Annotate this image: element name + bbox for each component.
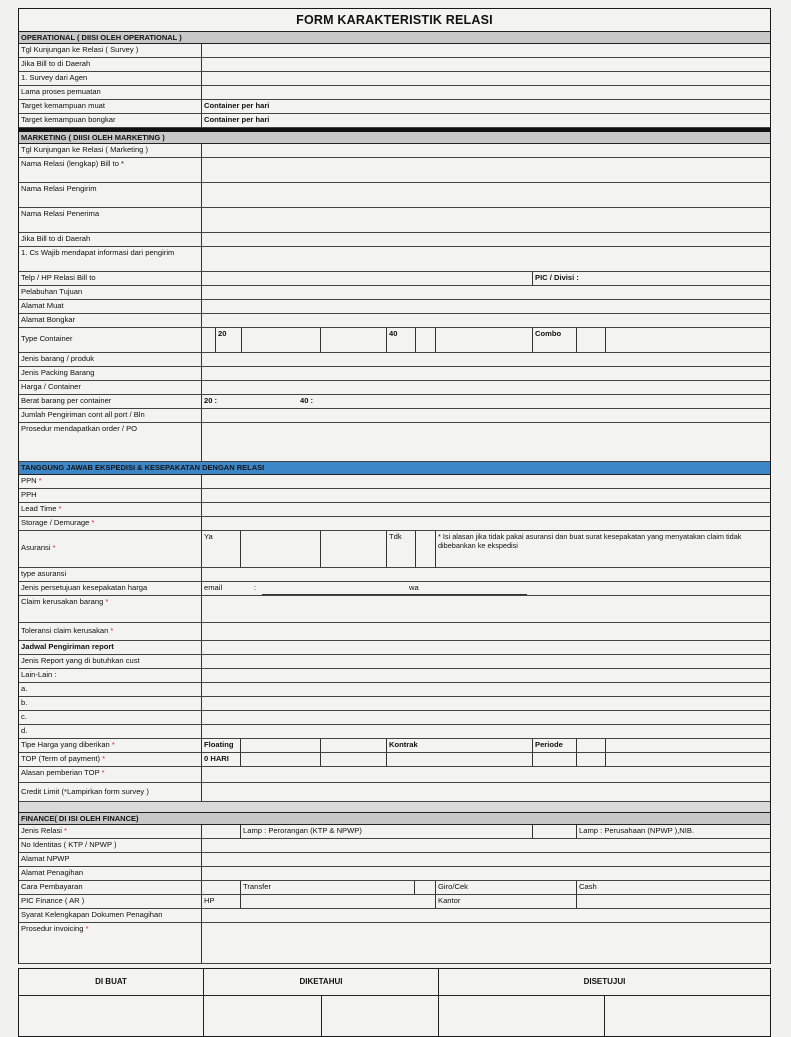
field-label: Alamat Penagihan — [19, 867, 202, 880]
form-row — [19, 825, 770, 839]
form-row — [19, 409, 770, 423]
field-label: Jenis Packing Barang — [19, 367, 202, 380]
field-input[interactable] — [202, 300, 770, 313]
periode-label: Periode — [533, 739, 577, 752]
field-input[interactable] — [202, 247, 770, 271]
field-input[interactable] — [202, 623, 770, 640]
form-row — [19, 839, 770, 853]
form-row — [19, 596, 770, 623]
transfer-label: Transfer — [241, 881, 415, 894]
hp-input[interactable] — [241, 895, 436, 908]
form-row — [19, 144, 770, 158]
form-row — [19, 568, 770, 582]
dibuat-signature-box[interactable] — [19, 996, 204, 1036]
container-40-input[interactable] — [416, 328, 436, 352]
field-label: Jenis Report yang di butuhkan cust — [19, 655, 202, 668]
field-input[interactable] — [202, 58, 770, 71]
field-input[interactable] — [202, 100, 770, 113]
field-input[interactable] — [202, 409, 770, 422]
giro-input[interactable] — [415, 881, 436, 894]
asuransi-ya-input[interactable] — [241, 531, 321, 567]
diketahui-signature-box-2[interactable] — [322, 996, 439, 1036]
field-label: Jenis persetujuan kesepakatan harga — [19, 582, 202, 595]
field-label: Claim kerusakan barang * — [19, 596, 202, 622]
giro-label: Giro/Cek — [436, 881, 577, 894]
field-label: Cara Pembayaran — [19, 881, 202, 894]
form-row — [19, 395, 770, 409]
field-input[interactable] — [202, 669, 770, 682]
floating-label: Floating — [202, 739, 241, 752]
form-row — [19, 381, 770, 395]
field-input[interactable] — [202, 641, 770, 654]
section-divider — [19, 802, 770, 813]
form-row — [19, 44, 770, 58]
container-combo-input[interactable] — [577, 328, 606, 352]
field-input[interactable] — [202, 381, 770, 394]
lamp-perorangan-label: Lamp : Perorangan (KTP & NPWP) — [241, 825, 533, 838]
asuransi-ya-label: Ya — [202, 531, 241, 567]
marketing-section-header: MARKETING ( DIISI OLEH MARKETING ) — [19, 128, 770, 144]
field-label: Target kemampuan bongkar — [19, 114, 202, 127]
field-label: TOP (Term of payment) * — [19, 753, 202, 766]
field-label: Pelabuhan Tujuan — [19, 286, 202, 299]
form-row — [19, 867, 770, 881]
field-label: Syarat Kelengkapan Dokumen Penagihan — [19, 909, 202, 922]
container-20-label: 20 — [216, 328, 242, 352]
field-label: Lama proses pemuatan — [19, 86, 202, 99]
field-input[interactable] — [202, 711, 770, 724]
form-row — [19, 582, 770, 596]
form-row — [19, 517, 770, 531]
form-row — [19, 923, 770, 964]
field-label: Lain-Lain : — [19, 669, 202, 682]
form-row — [19, 353, 770, 367]
container-20-input[interactable] — [242, 328, 321, 352]
form-row — [19, 697, 770, 711]
field-input[interactable] — [202, 367, 770, 380]
field-label: PPN * — [19, 475, 202, 488]
perorangan-input[interactable] — [202, 825, 241, 838]
form-row — [19, 328, 770, 353]
form-row — [19, 72, 770, 86]
dibuat-header: DI BUAT — [19, 969, 204, 995]
field-input[interactable] — [202, 783, 770, 801]
field-label: Jenis Relasi * — [19, 825, 202, 838]
field-label: Toleransi claim kerusakan * — [19, 623, 202, 640]
unit-label: Container per hari — [204, 115, 270, 124]
field-label: Jika Bill to di Daerah — [19, 58, 202, 71]
finance-section-header: FINANCE( DI ISI OLEH FINANCE) — [19, 813, 770, 825]
field-input[interactable] — [202, 86, 770, 99]
field-input[interactable] — [202, 853, 770, 866]
field-label: Jika Bill to di Daerah — [19, 233, 202, 246]
field-label: b. — [19, 697, 202, 710]
field-input[interactable] — [202, 114, 770, 127]
diketahui-signature-box-1[interactable] — [204, 996, 322, 1036]
form-row — [19, 475, 770, 489]
transfer-input[interactable] — [202, 881, 241, 894]
hp-label: HP — [202, 895, 241, 908]
field-label: Alamat Bongkar — [19, 314, 202, 327]
field-label: Prosedur invoicing * — [19, 923, 202, 963]
field-label: Harga / Container — [19, 381, 202, 394]
field-input[interactable] — [202, 144, 770, 157]
berat-40-label: 40 : — [300, 396, 314, 405]
form-row — [19, 739, 770, 753]
form-title: FORM KARAKTERISTIK RELASI — [19, 9, 770, 32]
form-row — [19, 623, 770, 641]
signature-block — [18, 968, 771, 1037]
form-row — [19, 641, 770, 655]
field-label: Storage / Demurage * — [19, 517, 202, 530]
field-label: c. — [19, 711, 202, 724]
form-row — [19, 208, 770, 233]
field-input[interactable] — [202, 314, 770, 327]
field-label: Berat barang per container — [19, 395, 202, 408]
field-label: No Identitas ( KTP / NPWP ) — [19, 839, 202, 852]
kantor-input[interactable] — [577, 895, 770, 908]
form-row — [19, 233, 770, 247]
kantor-label: Kantor — [436, 895, 577, 908]
field-label: Alamat Muat — [19, 300, 202, 313]
form-row — [19, 909, 770, 923]
cash-label: Cash — [579, 882, 597, 891]
field-label: Alasan pemberian TOP * — [19, 767, 202, 782]
field-label: Asuransi * — [19, 531, 202, 567]
field-input[interactable] — [202, 767, 770, 782]
form-row — [19, 881, 770, 895]
field-input[interactable] — [202, 158, 770, 182]
form-row — [19, 100, 770, 114]
field-label: Tgl Kunjungan ke Relasi ( Marketing ) — [19, 144, 202, 157]
field-label: Tipe Harga yang diberikan * — [19, 739, 202, 752]
email-input[interactable] — [262, 582, 407, 595]
form-row — [19, 183, 770, 208]
lamp-perusahaan-label: Lamp : Perusahaan (NPWP ),NIB. — [579, 826, 695, 835]
form-row — [19, 725, 770, 739]
email-colon: : — [254, 583, 257, 592]
field-label: Nama Relasi (lengkap) Bill to * — [19, 158, 202, 182]
wa-input[interactable] — [427, 582, 527, 595]
diketahui-header: DIKETAHUI — [204, 969, 439, 995]
disetujui-signature-box-1[interactable] — [439, 996, 605, 1036]
operational-section-header: OPERATIONAL ( DIISI OLEH OPERATIONAL ) — [19, 32, 770, 44]
form-row — [19, 423, 770, 462]
form-row — [19, 669, 770, 683]
form-row — [19, 655, 770, 669]
form-row — [19, 683, 770, 697]
form-row — [19, 711, 770, 725]
field-input[interactable] — [202, 596, 770, 622]
form-row — [19, 286, 770, 300]
field-input[interactable] — [202, 517, 770, 530]
field-input[interactable] — [202, 44, 770, 57]
form-row — [19, 489, 770, 503]
asuransi-tdk-input[interactable] — [416, 531, 436, 567]
form-row — [19, 853, 770, 867]
field-label: 1. Survey dari Agen — [19, 72, 202, 85]
wa-label: wa — [407, 582, 427, 595]
field-label: Type Container — [19, 328, 202, 352]
field-label: d. — [19, 725, 202, 738]
form-row — [19, 895, 770, 909]
field-input[interactable] — [202, 923, 770, 963]
floating-input[interactable] — [241, 739, 321, 752]
pic-divisi-label: PIC / Divisi : — [535, 273, 579, 282]
form-row — [19, 503, 770, 517]
disetujui-header: DISETUJUI — [583, 977, 626, 986]
field-label: Nama Relasi Penerima — [19, 208, 202, 232]
field-input[interactable] — [202, 183, 770, 207]
form-row — [19, 272, 770, 286]
field-label: Lead Time * — [19, 503, 202, 516]
form-row — [19, 314, 770, 328]
field-label: Jenis barang / produk — [19, 353, 202, 366]
field-input[interactable] — [202, 867, 770, 880]
form-row — [19, 531, 770, 568]
field-input[interactable] — [202, 725, 770, 738]
field-input[interactable] — [202, 683, 770, 696]
field-input[interactable] — [202, 489, 770, 502]
form-row — [19, 300, 770, 314]
field-input[interactable] — [202, 208, 770, 232]
field-input[interactable] — [202, 568, 770, 581]
container-40-label: 40 — [387, 328, 416, 352]
field-input[interactable] — [202, 72, 770, 85]
field-label: 1. Cs Wajib mendapat informasi dari pengirim — [19, 247, 202, 271]
field-input[interactable] — [202, 655, 770, 668]
kontrak-label: Kontrak — [387, 739, 533, 752]
field-label: Jadwal Pengiriman report — [19, 641, 202, 654]
container-combo-label: Combo — [533, 328, 577, 352]
field-input[interactable] — [202, 839, 770, 852]
form-row — [19, 158, 770, 183]
field-label: Telp / HP Relasi Bill to — [19, 272, 202, 285]
field-input[interactable] — [202, 475, 770, 488]
asuransi-note: * Isi alasan jika tidak pakai asuransi dan buat surat kesepakatan yang menyatakan claim tidak dibebankan ke ekspedisi — [438, 532, 742, 550]
form-row — [19, 114, 770, 128]
field-input[interactable] — [202, 233, 770, 246]
form-row — [19, 58, 770, 72]
top-value: 0 HARI — [202, 753, 241, 766]
telp-input[interactable] — [202, 272, 533, 285]
field-input[interactable] — [202, 353, 770, 366]
field-input[interactable] — [202, 286, 770, 299]
perusahaan-input[interactable] — [533, 825, 577, 838]
top-input[interactable] — [241, 753, 321, 766]
field-input[interactable] — [202, 697, 770, 710]
periode-input[interactable] — [577, 739, 606, 752]
tanggung-jawab-section-header: TANGGUNG JAWAB EKSPEDISI & KESEPAKATAN DENGAN RELASI — [19, 462, 770, 475]
field-label: Alamat NPWP — [19, 853, 202, 866]
asuransi-tdk-label: Tdk — [387, 531, 416, 567]
field-label: PIC Finance ( AR ) — [19, 895, 202, 908]
form-row — [19, 783, 770, 802]
field-label: Credit Limit (*Lampirkan form survey ) — [19, 783, 202, 801]
form-row — [19, 753, 770, 767]
field-input[interactable] — [202, 503, 770, 516]
unit-label: Container per hari — [204, 101, 270, 110]
form-row — [19, 86, 770, 100]
field-input[interactable] — [202, 909, 770, 922]
form-row — [19, 767, 770, 783]
field-label: Target kemampuan muat — [19, 100, 202, 113]
field-label: Tgl Kunjungan ke Relasi ( Survey ) — [19, 44, 202, 57]
characteristics-form — [18, 8, 771, 964]
form-row — [19, 367, 770, 381]
field-label: Nama Relasi Pengirim — [19, 183, 202, 207]
form-row — [19, 247, 770, 272]
email-label: email — [204, 583, 223, 592]
disetujui-signature-box-2[interactable] — [605, 996, 770, 1036]
field-label: a. — [19, 683, 202, 696]
field-label: Jumlah Pengiriman cont all port / Bln — [19, 409, 202, 422]
berat-20-label: 20 : — [204, 396, 218, 405]
field-input[interactable] — [202, 423, 770, 461]
field-label: type asuransi — [19, 568, 202, 581]
field-label: Prosedur mendapatkan order / PO — [19, 423, 202, 461]
field-label: PPH — [19, 489, 202, 502]
